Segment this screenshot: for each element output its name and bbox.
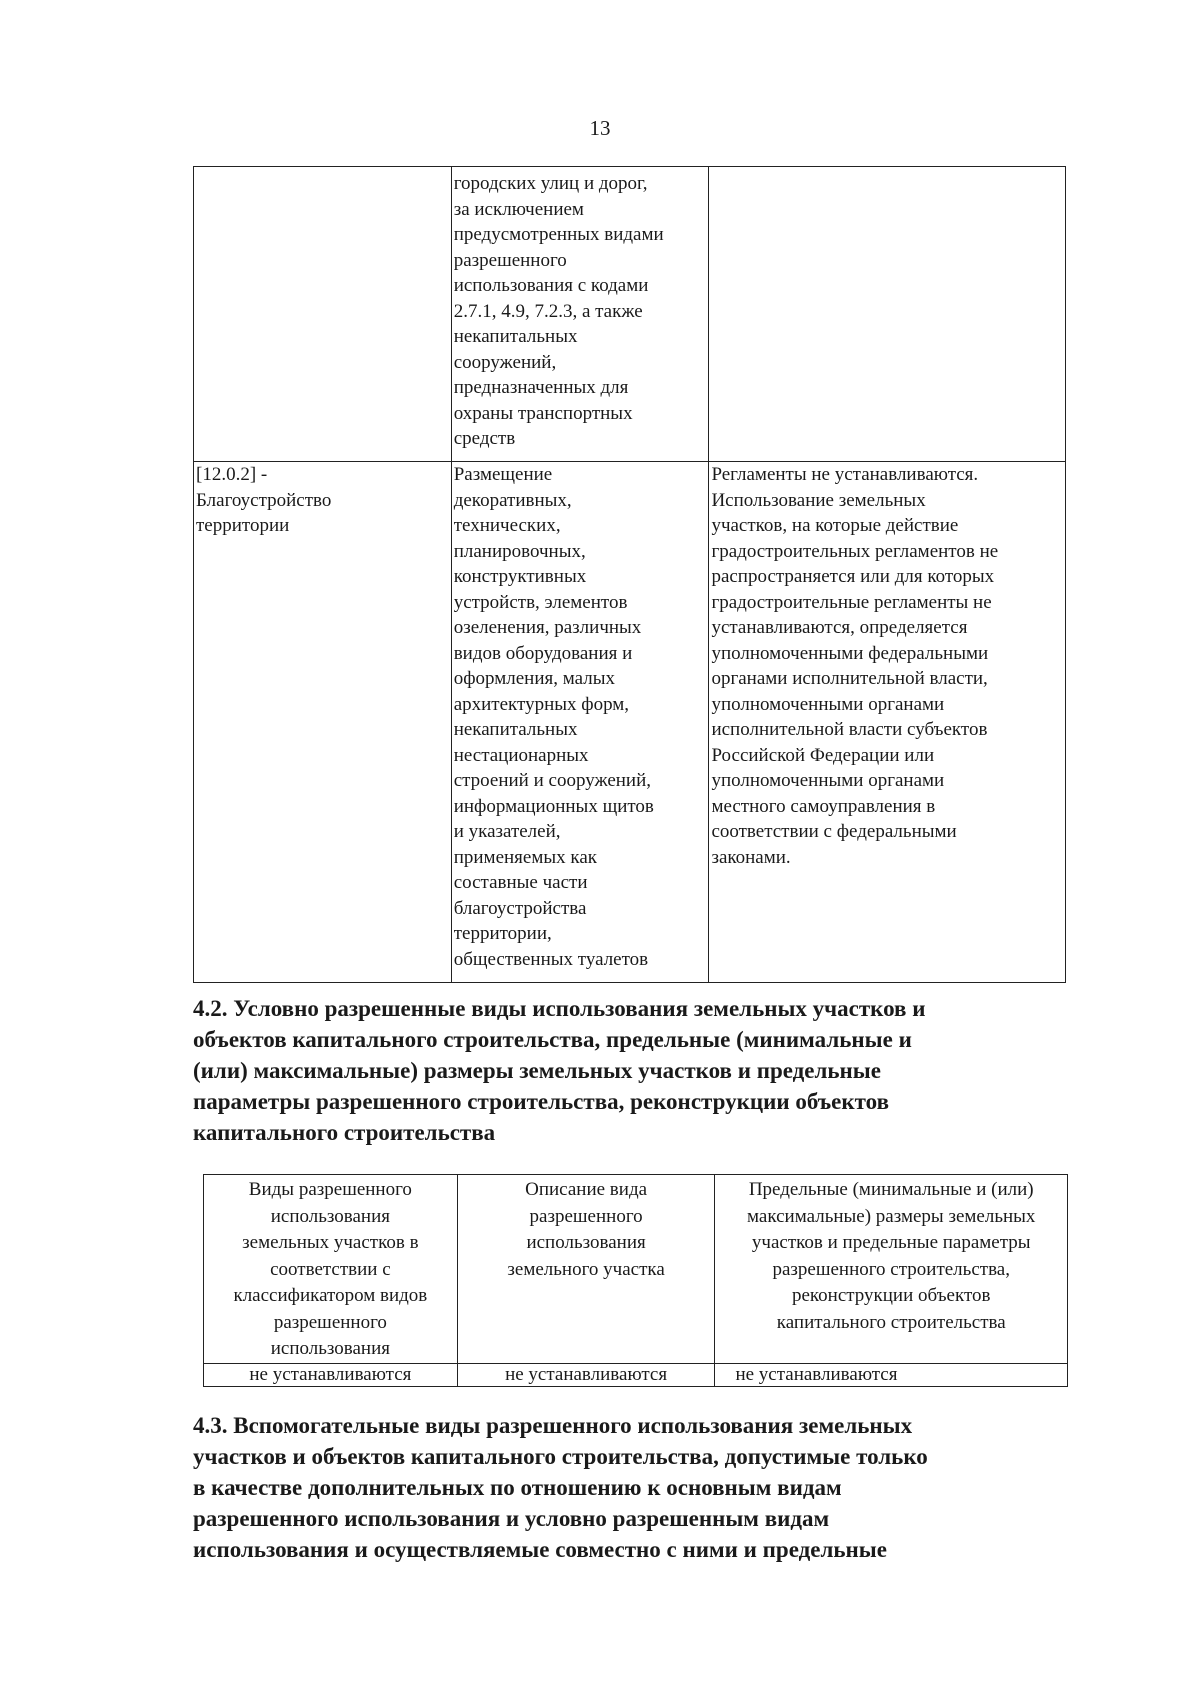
text-line: информационных щитов [453, 795, 654, 817]
text-line: благоустройства [453, 897, 587, 919]
text-line: предназначенных для [453, 377, 629, 398]
table2-row-col2: не устанавливаются [457, 1363, 715, 1386]
table-header-row [204, 1175, 1068, 1364]
text-line: (или) максимальные) размеры земельных участков и предельные [193, 1058, 881, 1083]
text-line: разрешенного [453, 249, 567, 271]
text-line: предусмотренных видами [453, 224, 664, 245]
section-4-3-heading [193, 1410, 1067, 1565]
text-line: Предельные (минимальные и (или) [748, 1179, 1034, 1200]
text-line: общественных туалетов [453, 948, 649, 970]
text-line: Использование земельных [711, 489, 926, 511]
text-line: архитектурных форм, [453, 693, 630, 715]
text-line: планировочных, [453, 540, 586, 562]
text-line: использования и осуществляемые совместно с ними и предельные [193, 1537, 887, 1562]
text-line: исполнительной власти субъектов [711, 719, 988, 740]
table2-row-col3: не устанавливаются [715, 1363, 1068, 1386]
text-line: некапитальных [453, 326, 578, 347]
text-line: соответствии с [270, 1258, 391, 1280]
text-line: средств [453, 428, 516, 449]
text-line: использования [526, 1232, 646, 1253]
text-line: применяемых как [453, 846, 597, 868]
text-line: участков, на которые действие [711, 515, 959, 536]
text-line: разрешенного использования и условно разрешенным видам [193, 1506, 830, 1531]
text-line: использования [270, 1338, 391, 1359]
text-line: озеленения, различных [453, 617, 642, 638]
text-line: использования [270, 1205, 391, 1227]
text-line: градостроительные регламенты не [711, 591, 992, 613]
text-line: участков и предельные параметры [751, 1232, 1031, 1253]
text-line: некапитальных [453, 719, 578, 740]
text-line: территории [196, 515, 290, 536]
text-line: соответствии с федеральными [711, 821, 957, 842]
text-line: капитального строительства [193, 1120, 496, 1145]
table1-row1-col3 [709, 167, 1066, 462]
text-line: [12.0.2] - [196, 464, 268, 485]
table2-header-col3 [715, 1175, 1068, 1364]
text-line: уполномоченными органами [711, 693, 945, 715]
text-line: конструктивных [453, 566, 587, 587]
table2-row-col1: не устанавливаются [204, 1363, 458, 1386]
text-line: параметры разрешенного строительства, реконструкции объектов [193, 1089, 889, 1114]
table-row [194, 167, 1066, 462]
text-line: 4.2. Условно разрешенные виды использования земельных участков и [193, 996, 926, 1021]
table1-row2-col3 [709, 462, 1066, 983]
text-line: составные части [453, 872, 588, 893]
text-line: строений и сооружений, [453, 770, 652, 791]
text-line: законами. [711, 846, 791, 868]
text-line: видов оборудования и [453, 642, 633, 664]
text-line: Описание вида [525, 1179, 648, 1200]
text-line: максимальные) размеры земельных [747, 1205, 1036, 1227]
text-line: реконструкции объектов [791, 1285, 991, 1306]
text-line: городских улиц и дорог, [453, 173, 648, 194]
text-line: градостроительных регламентов не [711, 540, 999, 562]
table1-row2-col2 [451, 462, 709, 983]
table1-row2-col1 [194, 462, 452, 983]
text-line: органами исполнительной власти, [711, 668, 988, 689]
text-line: технических, [453, 515, 561, 536]
text-line: капитального строительства [776, 1311, 1006, 1333]
text-line: Российской Федерации или [711, 744, 935, 766]
text-line: охраны транспортных [453, 402, 633, 424]
text-line: Размещение [453, 464, 553, 485]
text-line: оформления, малых [453, 668, 615, 689]
table-row [204, 1363, 1068, 1386]
text-line: разрешенного строительства, [772, 1258, 1010, 1280]
text-line: земельных участков в [242, 1232, 419, 1253]
text-line: уполномоченными федеральными [711, 642, 989, 664]
text-line: нестационарных [453, 744, 589, 766]
text-line: уполномоченными органами [711, 770, 945, 791]
text-line: Виды разрешенного [248, 1179, 412, 1200]
text-line: объектов капитального строительства, предельные (минимальные и [193, 1027, 912, 1052]
text-line: декоративных, [453, 489, 572, 511]
table-main-uses-continued [193, 166, 1066, 983]
text-line: земельного участка [507, 1258, 665, 1280]
table-row [194, 462, 1066, 983]
table-conditional-uses [203, 1174, 1068, 1387]
text-line: классификатором видов [233, 1285, 428, 1306]
text-line: 4.3. Вспомогательные виды разрешенного использования земельных [193, 1413, 913, 1438]
text-line: сооружений, [453, 351, 557, 373]
text-line: и указателей, [453, 821, 561, 842]
text-line: за исключением [453, 198, 584, 220]
table2-header-col1 [204, 1175, 458, 1364]
text-line: в качестве дополнительных по отношению к основным видам [193, 1475, 842, 1500]
text-line: разрешенного [529, 1205, 643, 1227]
section-4-2-heading [193, 993, 1067, 1148]
table1-row1-col1 [194, 167, 452, 462]
text-line: 2.7.1, 4.9, 7.2.3, а также [453, 300, 643, 322]
text-line: устройств, элементов [453, 591, 628, 613]
text-line: территории, [453, 923, 552, 944]
table2-header-col2 [457, 1175, 715, 1364]
text-line: участков и объектов капитального строительства, допустимые только [193, 1444, 928, 1469]
text-line: Благоустройство [196, 489, 332, 511]
text-line: использования с кодами [453, 275, 649, 296]
text-line: местного самоуправления в [711, 795, 936, 817]
text-line: устанавливаются, определяется [711, 617, 968, 638]
table1-row1-col2 [451, 167, 709, 462]
text-line: разрешенного [273, 1311, 387, 1333]
text-line: распространяется или для которых [711, 566, 995, 587]
text-line: Регламенты не устанавливаются. [711, 464, 979, 485]
page-number: 13 [589, 116, 611, 140]
